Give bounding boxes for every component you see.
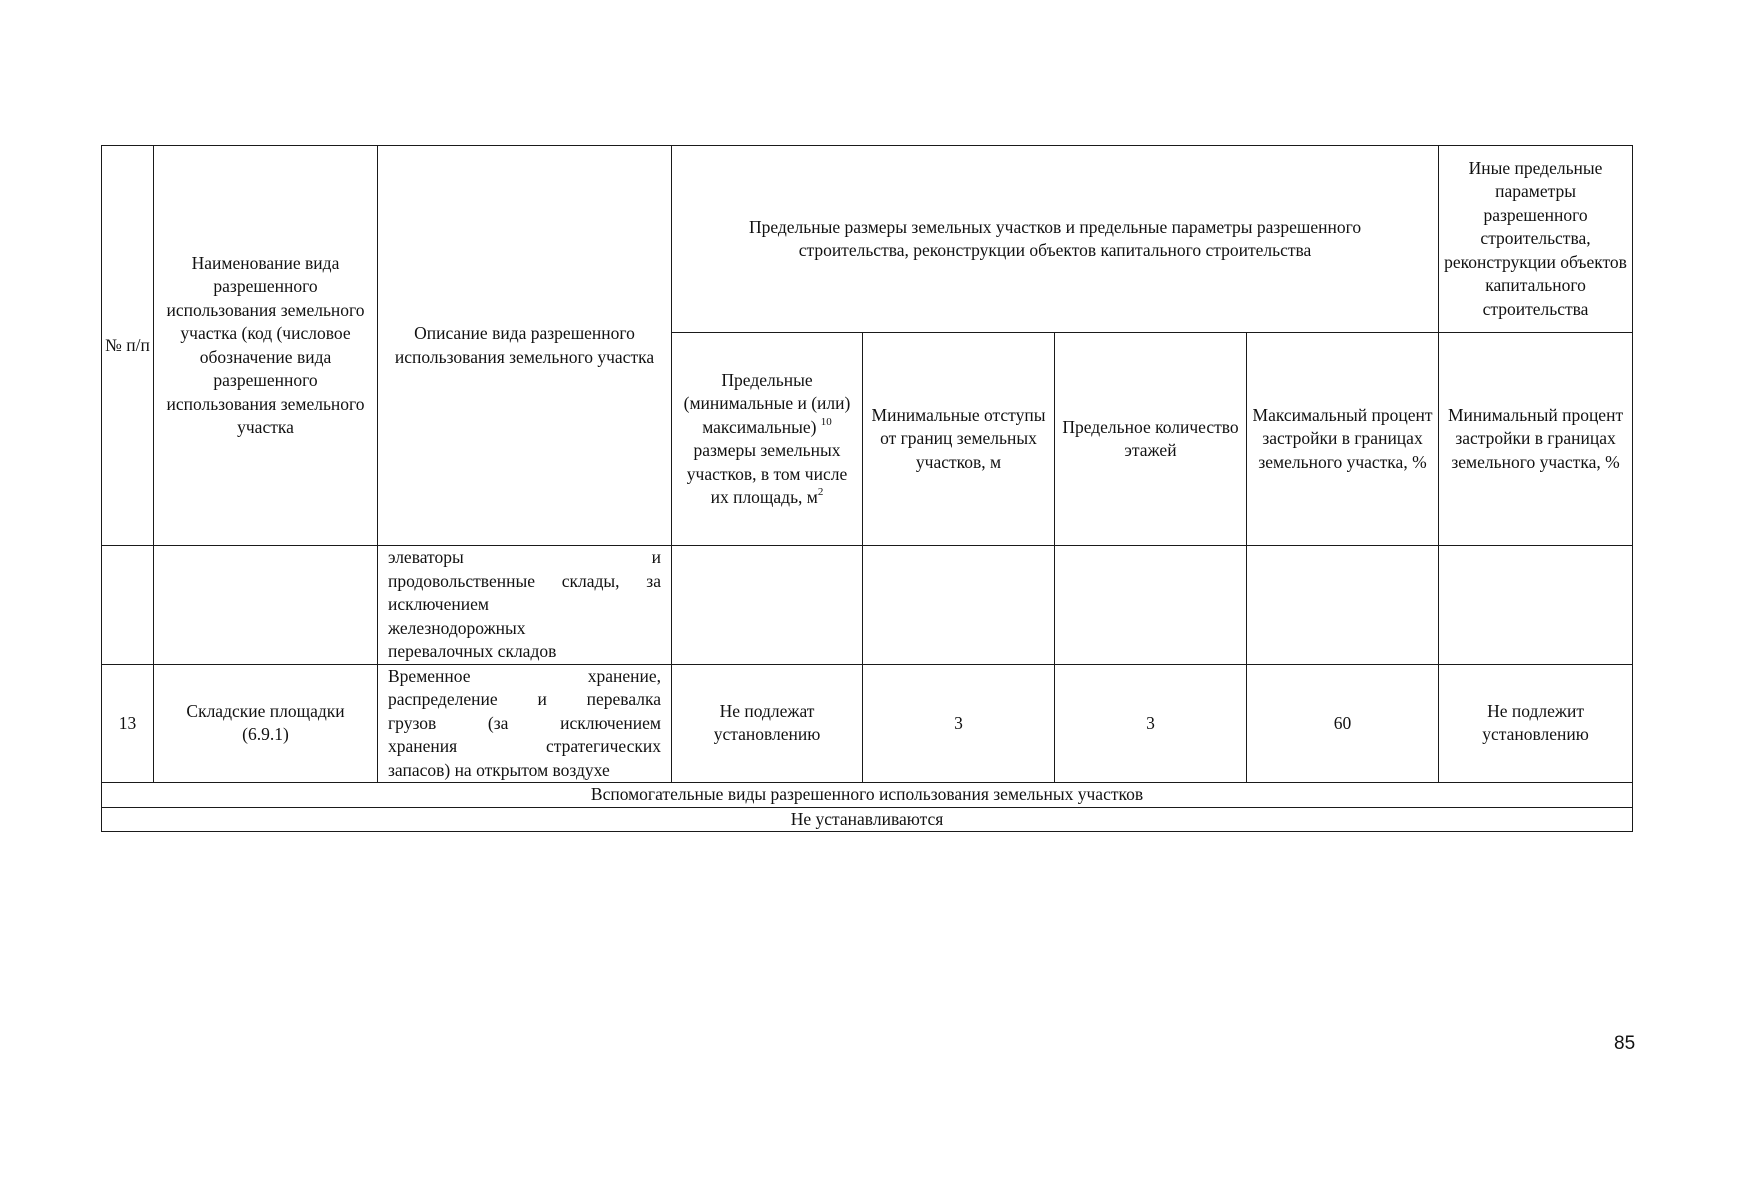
header-name [154, 146, 378, 546]
cont-desc-line-2: продовольственные склады, за [388, 570, 661, 591]
header-other-group [1439, 146, 1633, 333]
auxiliary-title-text: Вспомогательные виды разрешенного использования земельных участков [590, 784, 1144, 804]
header-plot-size-text: Предельные (минимальные и (или) максимальные) [683, 369, 851, 437]
row13-desc-line-5: запасов) на открытом воздухе [388, 759, 610, 780]
row13-setbacks [863, 664, 1055, 783]
cont-max-coverage-cell [1247, 546, 1439, 665]
row13-setbacks-text: 3 [954, 712, 963, 733]
cont-min-coverage-cell [1439, 546, 1633, 665]
zoning-parameters-table [101, 145, 1633, 832]
table-row-auxiliary-value [102, 807, 1633, 832]
auxiliary-title-cell [102, 783, 1633, 808]
cont-desc-line-5: перевалочных складов [388, 641, 557, 661]
header-other-group-text: Иные предельные параметры разрешенного строительства, реконструкции объектов капитального строительства [1444, 157, 1627, 319]
cont-desc-line-1: элеваторы и [388, 547, 661, 567]
header-number [102, 146, 154, 546]
cont-desc-line-4: железнодорожных [388, 617, 526, 638]
row13-max-coverage-text: 60 [1333, 712, 1352, 733]
footnote-marker: 10 [820, 415, 832, 428]
header-name-text: Наименование вида разрешенного использования земельного участка (код (числовое обозначение вида разрешенного использования земельного участка [166, 252, 365, 437]
header-limits-group-text: Предельные размеры земельных участков и предельные параметры разрешенного строительства, реконструкции объектов капитального строительства [748, 216, 1362, 260]
header-setbacks-text: Минимальные отступы от границ земельных участков, м [871, 404, 1046, 472]
table-row-auxiliary-title [102, 783, 1633, 808]
cont-num-cell [102, 546, 154, 665]
row13-name-text: Складские площадки (6.9.1) [186, 700, 345, 745]
cont-floors-cell [1055, 546, 1247, 665]
auxiliary-value-text: Не устанавливаются [790, 808, 944, 829]
header-description [378, 146, 672, 546]
row13-plot-size [672, 664, 863, 783]
table-row-13 [102, 664, 1633, 783]
header-max-coverage [1247, 333, 1439, 546]
row13-floors-text: 3 [1146, 712, 1155, 733]
row13-max-coverage [1247, 664, 1439, 783]
header-min-coverage [1439, 333, 1633, 546]
cont-setbacks-cell [863, 546, 1055, 665]
header-min-coverage-text: Минимальный процент застройки в границах земельного участка, % [1447, 404, 1624, 472]
row13-num-text: 13 [118, 712, 137, 733]
cont-name-cell [154, 546, 378, 665]
row13-desc-line-2: распределение и перевалка [388, 689, 661, 709]
row13-plot-size-text: Не подлежат установлению [713, 700, 821, 745]
row13-description [378, 664, 672, 783]
cont-description-cell [378, 546, 672, 665]
header-plot-size-text-2: размеры земельных участков, в том числе их площадь, м [686, 440, 848, 507]
row13-desc-line-1: Временное хранение, [388, 665, 661, 686]
row13-min-coverage [1439, 664, 1633, 783]
cont-plot-size-cell [672, 546, 863, 665]
table-row-continuation [102, 546, 1633, 665]
cont-desc-line-3: исключением [388, 594, 489, 614]
row13-num [102, 664, 154, 783]
header-limits-group [672, 146, 1439, 333]
header-setbacks [863, 333, 1055, 546]
row13-name [154, 664, 378, 783]
unit-superscript: 2 [817, 486, 824, 499]
header-description-text: Описание вида разрешенного использования земельного участка [394, 323, 655, 367]
header-floors-text: Предельное количество этажей [1062, 416, 1239, 460]
row13-floors [1055, 664, 1247, 783]
header-floors [1055, 333, 1247, 546]
header-max-coverage-text: Максимальный процент застройки в границах земельного участка, % [1252, 404, 1433, 472]
row13-desc-line-3: грузов (за исключением [388, 712, 661, 733]
row13-min-coverage-text: Не подлежит установлению [1482, 700, 1589, 745]
page-number: 85 [1614, 1033, 1636, 1054]
auxiliary-value-cell [102, 807, 1633, 832]
header-plot-size [672, 333, 863, 546]
header-number-text: № п/п [105, 334, 150, 355]
row13-desc-line-4: хранения стратегических [388, 736, 661, 756]
